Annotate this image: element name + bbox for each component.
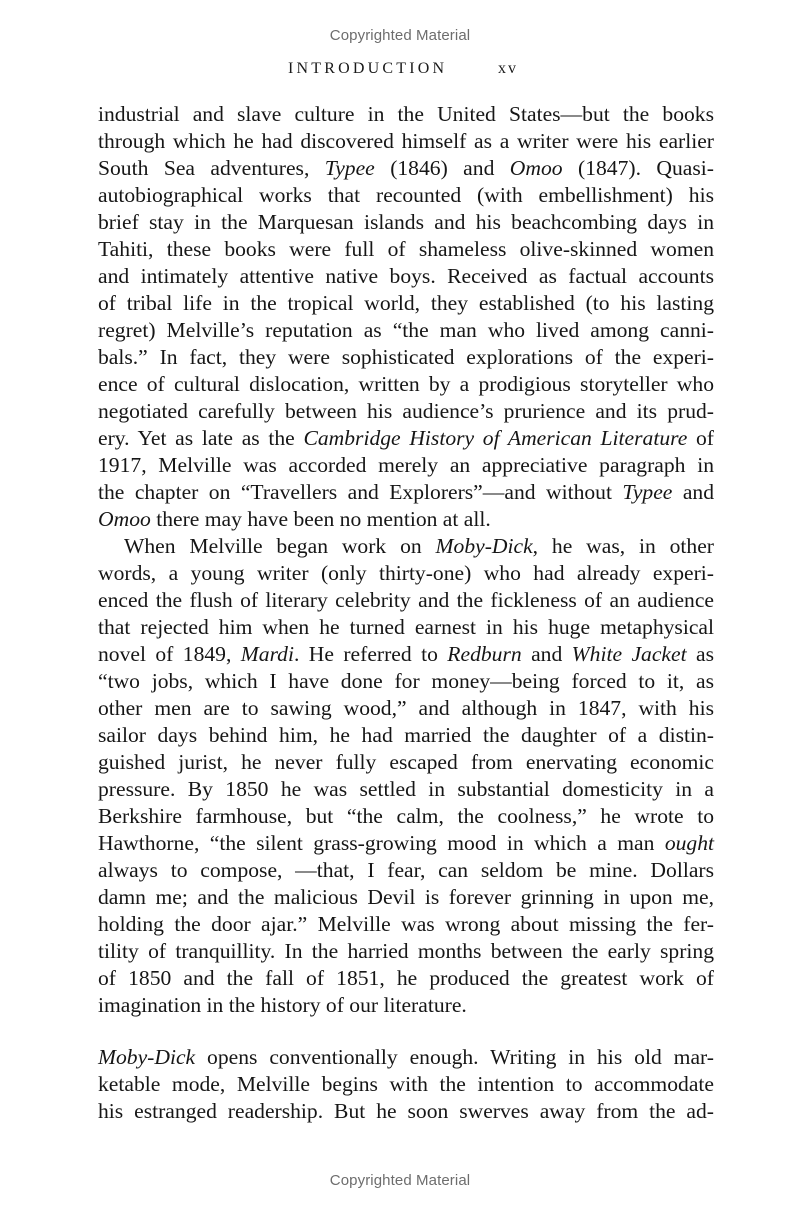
italic-run: Moby-Dick: [435, 534, 533, 558]
text-line: [98, 1098, 714, 1125]
body-text: [98, 101, 714, 1125]
text-run: ketable mode, Melville begins with the intention to accommodate: [98, 1072, 714, 1096]
text-run: words, a young writer (only thirty-one) who had already experi-: [98, 561, 714, 585]
text-run: always to compose, —that, I fear, can seldom be mine. Dollars: [98, 858, 714, 882]
text-run: negotiated carefully between his audience’s prurience and its prud-: [98, 399, 714, 423]
section-break: [98, 1019, 714, 1044]
text-line: [98, 560, 714, 587]
text-run: pressure. By 1850 he was settled in substantial domesticity in a: [98, 777, 714, 801]
text-run: his estranged readership. But he soon swerves away from the ad-: [98, 1099, 714, 1123]
text-run: of: [687, 426, 714, 450]
text-line: [98, 533, 714, 560]
italic-run: Mardi: [240, 642, 294, 666]
text-run: 1917, Melville was accorded merely an appreciative paragraph in: [98, 453, 714, 477]
text-line: [98, 236, 714, 263]
text-run: the chapter on “Travellers and Explorers”—and without: [98, 480, 623, 504]
text-line: [98, 668, 714, 695]
text-run: ery. Yet as late as the: [98, 426, 304, 450]
text-line: [98, 911, 714, 938]
text-run: other men are to sawing wood,” and although in 1847, with his: [98, 696, 714, 720]
text-line: [98, 101, 714, 128]
text-run: there may have been no mention at all.: [150, 507, 491, 531]
italic-run: Moby-Dick: [98, 1045, 196, 1069]
text-run: of tribal life in the tropical world, they established (to his lasting: [98, 291, 714, 315]
paragraph: [98, 101, 714, 533]
italic-run: Redburn: [447, 642, 522, 666]
text-run: and intimately attentive native boys. Received as factual accounts: [98, 264, 714, 288]
text-run: of 1850 and the fall of 1851, he produced the greatest work of: [98, 966, 714, 990]
text-line: [98, 965, 714, 992]
text-line: [98, 155, 714, 182]
text-line: [98, 722, 714, 749]
text-run: , he was, in other: [532, 534, 714, 558]
text-line: [98, 506, 714, 533]
text-run: (1847). Quasi-: [562, 156, 714, 180]
text-line: [98, 1071, 714, 1098]
italic-run: Typee: [622, 480, 673, 504]
text-line: [98, 938, 714, 965]
copyright-watermark-top: Copyrighted Material: [329, 27, 471, 44]
text-line: [98, 425, 714, 452]
text-line: [98, 857, 714, 884]
text-run: bals.” In fact, they were sophisticated explorations of the experi-: [98, 345, 714, 369]
text-line: [98, 641, 714, 668]
text-run: imagination in the history of our literature.: [98, 993, 467, 1017]
text-line: [98, 776, 714, 803]
italic-run: ought: [664, 831, 714, 855]
text-run: novel of 1849,: [98, 642, 241, 666]
text-run: opens conventionally enough. Writing in his old mar-: [195, 1045, 714, 1069]
text-line: [98, 695, 714, 722]
page-number: xv: [498, 60, 518, 77]
text-run: South Sea adventures,: [98, 156, 325, 180]
copyright-watermark-bottom: Copyrighted Material: [329, 1172, 471, 1189]
text-run: . He referred to: [293, 642, 448, 666]
text-run: “two jobs, which I have done for money—being forced to it, as: [98, 669, 714, 693]
text-run: damn me; and the malicious Devil is forever grinning in upon me,: [98, 885, 714, 909]
text-line: [98, 992, 714, 1019]
text-line: [98, 884, 714, 911]
text-run: guished jurist, he never fully escaped from enervating economic: [98, 750, 714, 774]
text-line: [98, 587, 714, 614]
italic-run: White Jacket: [571, 642, 687, 666]
text-run: that rejected him when he turned earnest in his huge metaphysical: [98, 615, 714, 639]
text-line: [98, 398, 714, 425]
text-run: brief stay in the Marquesan islands and his beachcombing days in: [98, 210, 714, 234]
text-run: tility of tranquillity. In the harried months between the early spring: [98, 939, 714, 963]
text-line: [98, 209, 714, 236]
text-line: [98, 830, 714, 857]
text-line: [98, 1044, 714, 1071]
italic-run: Omoo: [98, 507, 151, 531]
text-run: ence of cultural dislocation, written by a prodigious storyteller who: [98, 372, 714, 396]
text-line: [98, 479, 714, 506]
italic-run: Cambridge History of American Literature: [303, 426, 688, 450]
text-line: [98, 317, 714, 344]
text-run: (1846) and: [374, 156, 510, 180]
text-line: [98, 344, 714, 371]
text-run: and: [521, 642, 572, 666]
paragraph: [98, 1044, 714, 1125]
running-head-title: INTRODUCTION: [288, 60, 448, 77]
text-run: When Melville began work on: [124, 534, 436, 558]
italic-run: Typee: [324, 156, 375, 180]
text-line: [98, 263, 714, 290]
text-line: [98, 452, 714, 479]
text-line: [98, 614, 714, 641]
text-line: [98, 803, 714, 830]
text-run: industrial and slave culture in the United States—but the books: [98, 102, 714, 126]
text-line: [98, 182, 714, 209]
text-run: regret) Melville’s reputation as “the man who lived among canni-: [98, 318, 714, 342]
text-run: sailor days behind him, he had married the daughter of a distin-: [98, 723, 714, 747]
text-run: through which he had discovered himself as a writer were his earlier: [98, 129, 714, 153]
text-run: enced the flush of literary celebrity and the fickleness of an audience: [98, 588, 714, 612]
text-run: Hawthorne, “the silent grass-growing mood in which a man: [98, 831, 665, 855]
text-run: holding the door ajar.” Melville was wrong about missing the fer-: [98, 912, 714, 936]
italic-run: Omoo: [509, 156, 563, 180]
text-line: [98, 128, 714, 155]
text-run: autobiographical works that recounted (with embellishment) his: [98, 183, 714, 207]
text-run: and: [672, 480, 714, 504]
text-run: Tahiti, these books were full of shameless olive-skinned women: [98, 237, 714, 261]
text-line: [98, 749, 714, 776]
text-run: Berkshire farmhouse, but “the calm, the coolness,” he wrote to: [98, 804, 714, 828]
paragraph: [98, 533, 714, 1019]
text-line: [98, 290, 714, 317]
text-line: [98, 371, 714, 398]
text-run: as: [686, 642, 714, 666]
